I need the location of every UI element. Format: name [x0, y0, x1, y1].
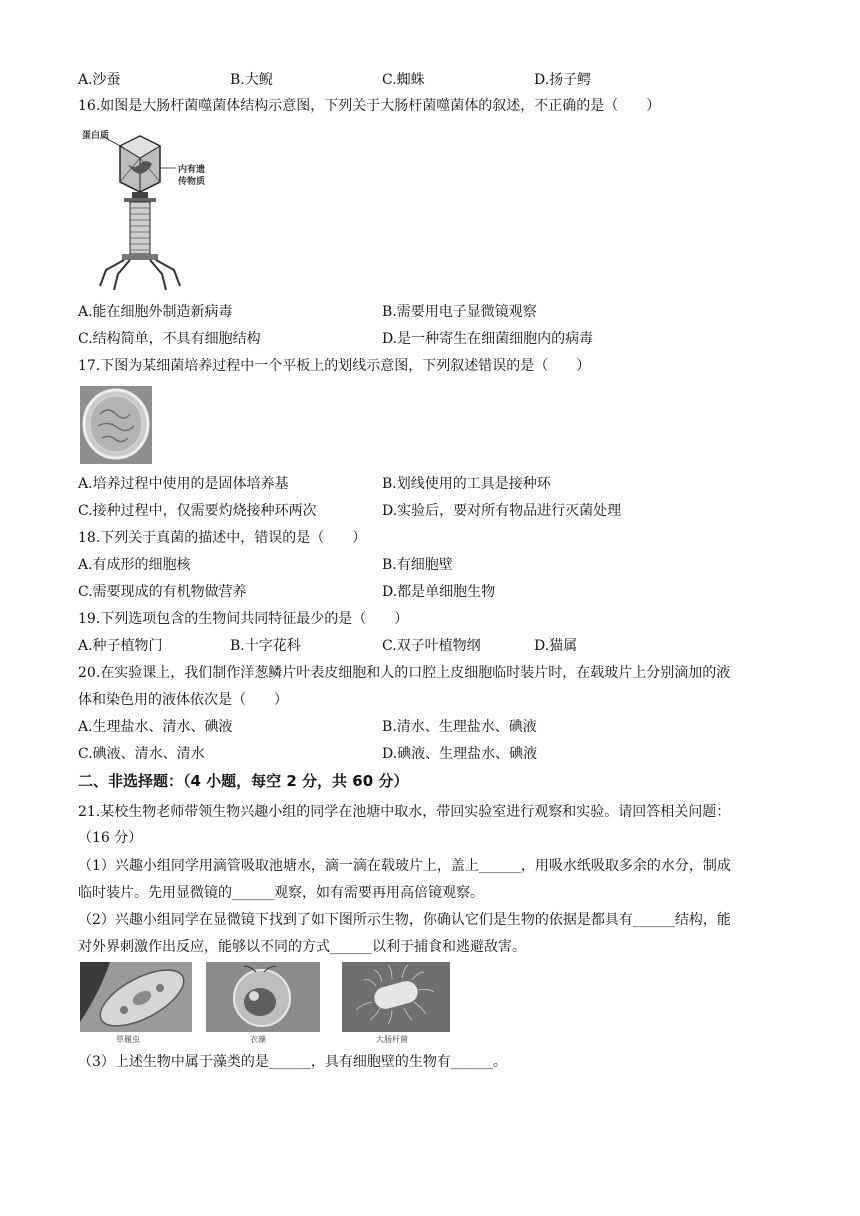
q15-option-c: C.蜘蛛 — [382, 72, 425, 88]
petri-dish-figure — [80, 386, 152, 464]
q16-stem: 16.如图是大肠杆菌噬菌体结构示意图，下列关于大肠杆菌噬菌体的叙述，不正确的是（ ） — [78, 98, 661, 114]
q21-part3: （3）上述生物中属于藻类的是______，具有细胞壁的生物有______。 — [78, 1054, 507, 1070]
chlamydomonas-image — [206, 962, 320, 1032]
q16-option-a: A.能在细胞外制造新病毒 — [78, 304, 233, 320]
paramecium-image — [80, 962, 192, 1032]
q15-option-b: B.大鲵 — [230, 72, 273, 88]
q16-option-d: D.是一种寄生在细菌细胞内的病毒 — [382, 331, 594, 347]
caption-paramecium: 草履虫 — [116, 1035, 140, 1044]
q21-part2-line1: （2）兴趣小组同学在显微镜下找到了如下图所示生物，你确认它们是生物的依据是都具有______结构，能 — [78, 912, 731, 928]
q20-option-c: C.碘液、清水、清水 — [78, 746, 205, 762]
q17-option-d: D.实验后，要对所有物品进行灭菌处理 — [382, 503, 622, 519]
q18-option-c: C.需要现成的有机物做营养 — [78, 584, 247, 600]
q16-option-b: B.需要用电子显微镜观察 — [382, 304, 537, 320]
caption-chlamydomonas: 衣藻 — [250, 1035, 266, 1044]
q19-option-a: A.种子植物门 — [78, 638, 163, 654]
chlamydomonas-figure — [206, 962, 320, 1044]
q17-stem: 17.下图为某细菌培养过程中一个平板上的划线示意图，下列叙述错误的是（ ） — [78, 358, 591, 374]
q19-option-b: B.十字花科 — [230, 638, 301, 654]
q21-part2-line2: 对外界刺激作出反应，能够以不同的方式______以利于捕食和逃避敌害。 — [78, 939, 526, 955]
q16-option-c: C.结构简单，不具有细胞结构 — [78, 331, 261, 347]
q17-option-a: A.培养过程中使用的是固体培养基 — [78, 476, 289, 492]
q17-option-b: B.划线使用的工具是接种环 — [382, 476, 551, 492]
label-genetic-material-1: 内有遗 — [178, 165, 206, 175]
q21-part1-line1: （1）兴趣小组同学用滴管吸取池塘水，滴一滴在载玻片上，盖上______，用吸水纸吸取多余的水分，制成 — [78, 858, 731, 874]
paramecium-figure — [80, 962, 192, 1044]
caption-ecoli: 大肠杆菌 — [376, 1035, 408, 1044]
q18-option-b: B.有细胞壁 — [382, 557, 453, 573]
section-heading: 二、非选择题：（4 小题，每空 2 分，共 60 分） — [78, 772, 409, 790]
q20-option-a: A.生理盐水、清水、碘液 — [78, 719, 233, 735]
ecoli-figure — [342, 962, 450, 1044]
q19-option-c: C.双子叶植物纲 — [382, 638, 481, 654]
label-genetic-material-2: 传物质 — [178, 177, 206, 187]
q21-part1-line2: 临时装片。先用显微镜的______观察，如有需要再用高倍镜观察。 — [78, 885, 484, 901]
q19-stem: 19.下列选项包含的生物间共同特征最少的是（ ） — [78, 611, 409, 627]
q17-option-c: C.接种过程中，仅需要灼烧接种环两次 — [78, 503, 317, 519]
bacteriophage-figure — [80, 124, 220, 292]
q15-option-d: D.扬子鳄 — [534, 72, 592, 88]
q20-stem-line2: 体和染色用的液体依次是（ ） — [78, 692, 288, 708]
q21-stem-line1: 21.某校生物老师带领生物兴趣小组的同学在池塘中取水，带回实验室进行观察和实验。请回答相关问题： — [78, 804, 731, 820]
q18-option-a: A.有成形的细胞核 — [78, 557, 191, 573]
ecoli-image — [342, 962, 450, 1032]
q20-stem-line1: 20.在实验课上，我们制作洋葱鳞片叶表皮细胞和人的口腔上皮细胞临时装片时，在载玻片上分别滴加的液 — [78, 665, 731, 681]
q18-option-d: D.都是单细胞生物 — [382, 584, 496, 600]
q15-option-a: A.沙蚕 — [78, 72, 121, 88]
label-protein: 蛋白质 — [82, 131, 110, 141]
q20-option-d: D.碘液、生理盐水、碘液 — [382, 746, 538, 762]
q19-option-d: D.猫属 — [534, 638, 578, 654]
bacteriophage-diagram — [80, 124, 220, 292]
q20-option-b: B.清水、生理盐水、碘液 — [382, 719, 537, 735]
petri-dish-image — [80, 386, 152, 464]
q18-stem: 18.下列关于真菌的描述中，错误的是（ ） — [78, 530, 367, 546]
q21-stem-line2: （16 分） — [78, 830, 143, 846]
